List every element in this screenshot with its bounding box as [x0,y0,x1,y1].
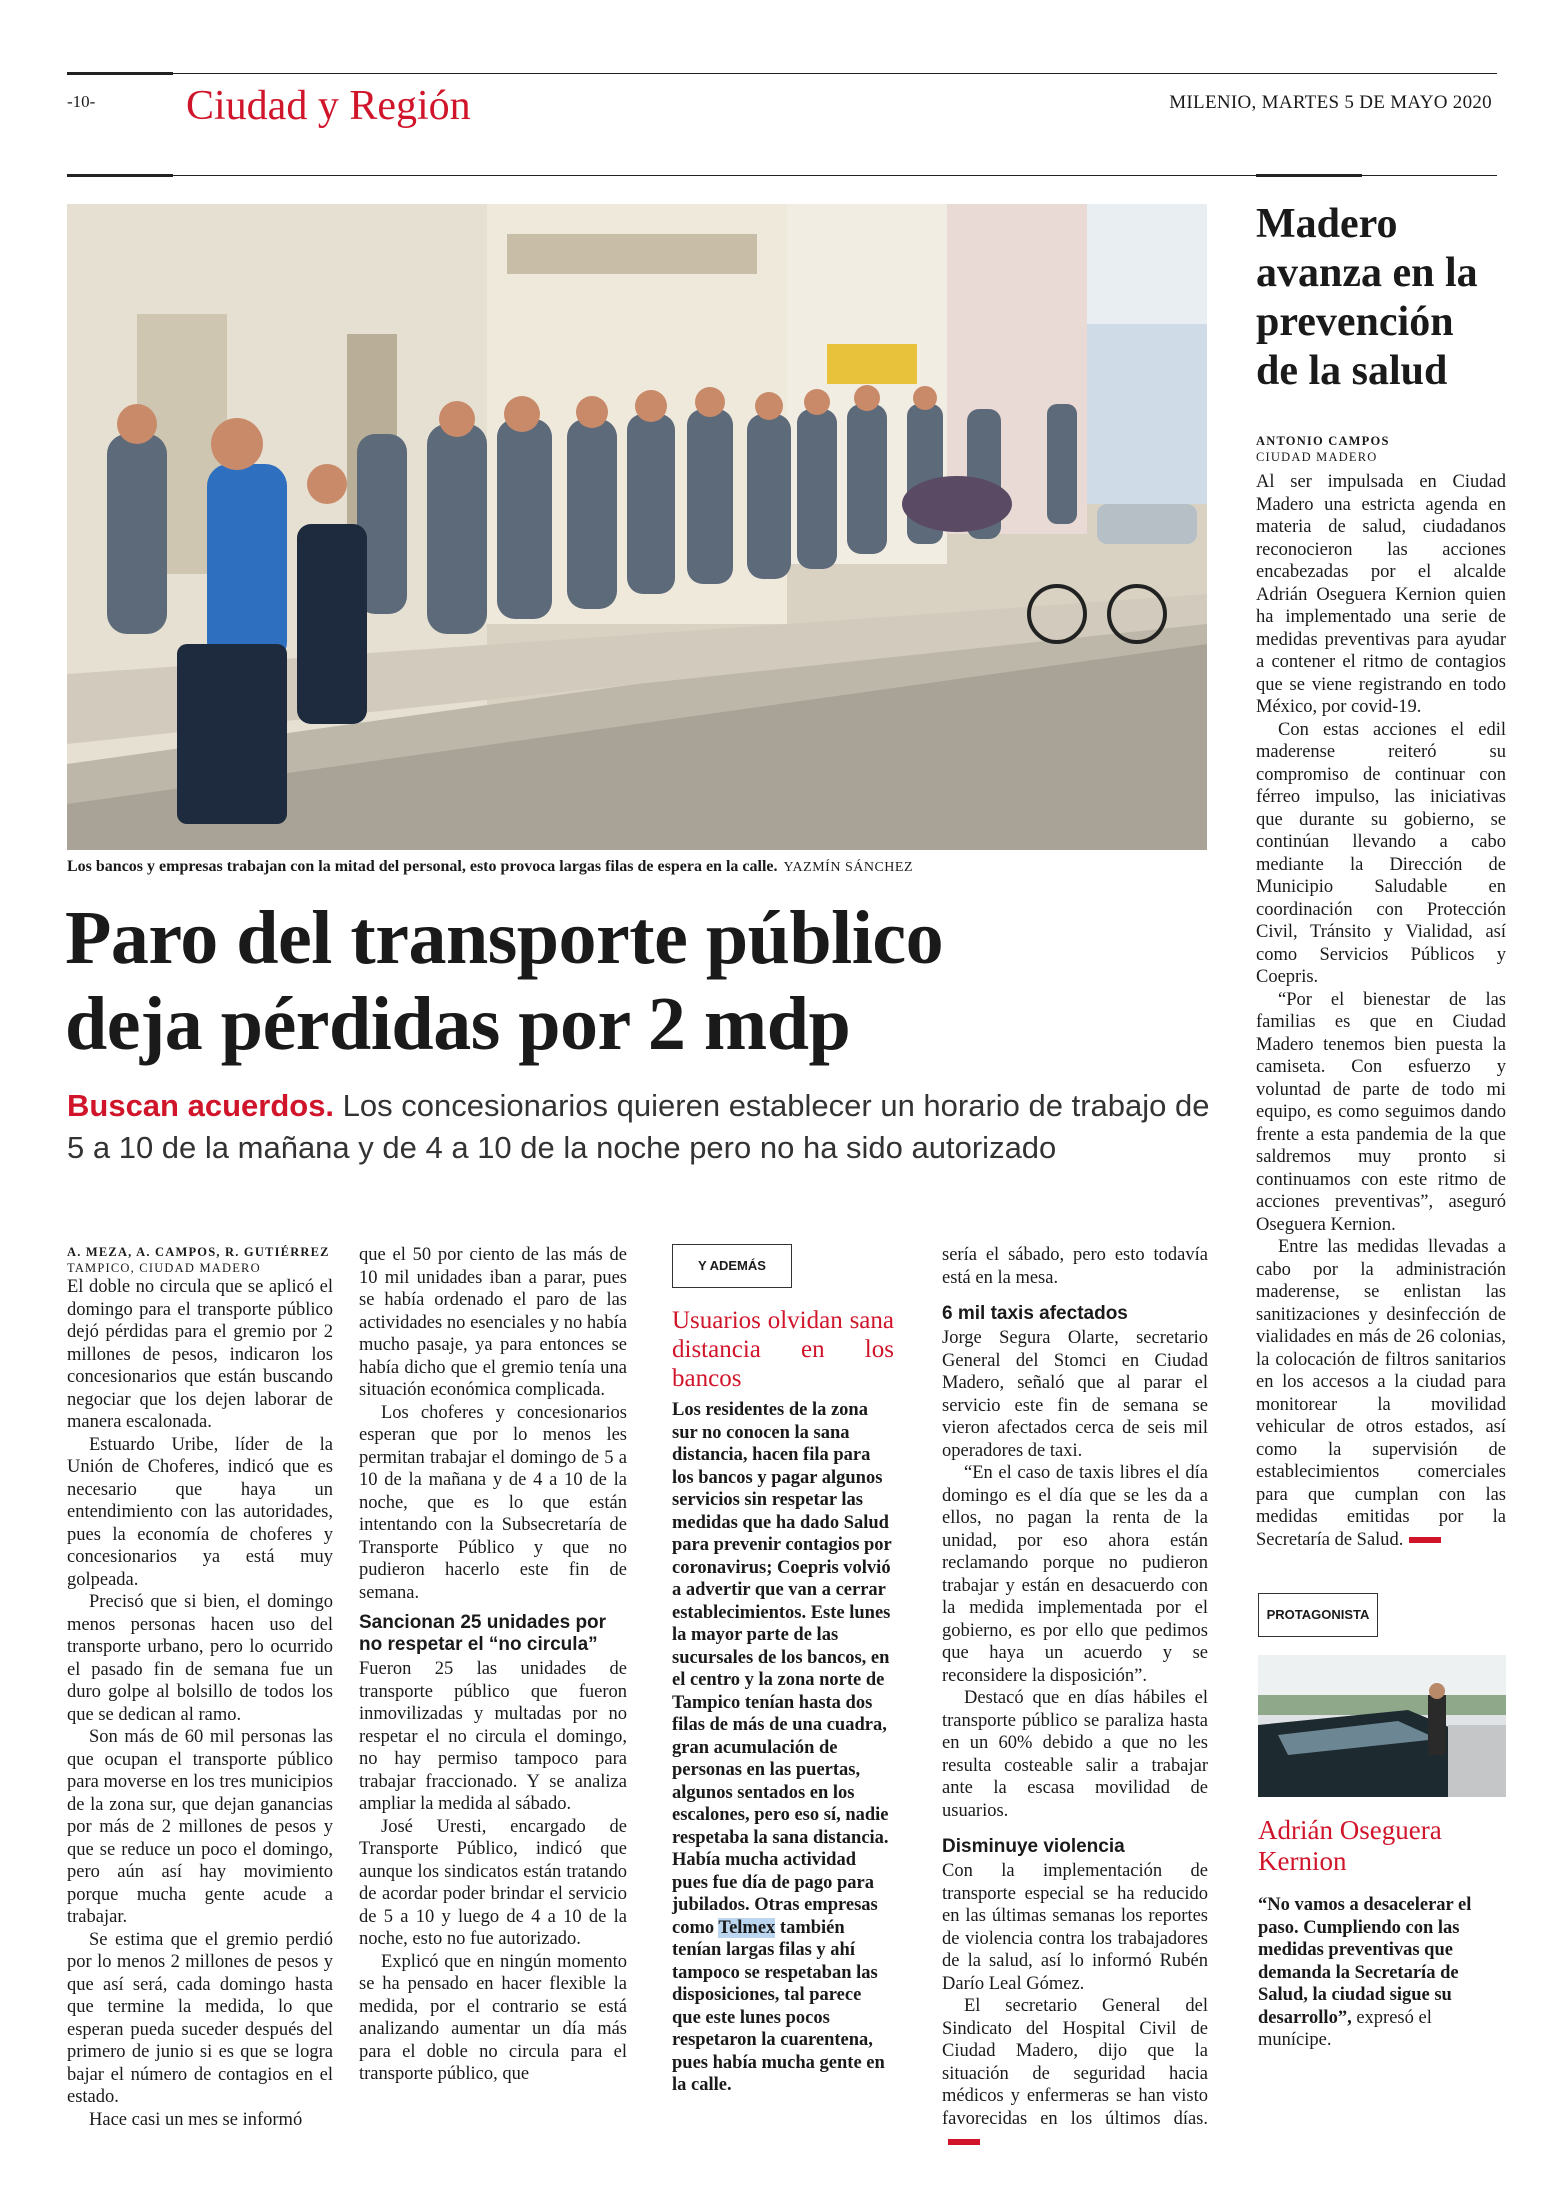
paragraph: Explicó que en ningún momento se ha pensado en hacer flexible la medida, por el contrario se está analizando aumentar un día más para el doble no circula para el transporte público, que [359,1951,627,2084]
paragraph: Son más de 60 mil personas las que ocupan el transporte público para moverse en los tres municipios de la zona sur, que dejan ganancias por más de 2 millones de pesos y que se reduce un poco el domingo, pero aún así hay movimiento porque mucha gente acude a trabajar. [67,1727,333,1927]
byline-names: A. MEZA, A. CAMPOS, R. GUTIÉRREZ [67,1245,330,1259]
sidebox-text-a: Los residentes de la zona sur no conocen la sana distancia, hacen fila para los bancos y pagar algunos servicios sin respetar las medidas que ha dado Salud para prevenir contagios por coronavirus; Coepris volvió a advertir que van a cerrar establecimientos. Este lunes la mayor parte de las sucursales de los bancos, en el centro y la zona norte de Tampico tenían hasta dos filas de más de una cuadra, gran acumulación de personas en las puertas, algunos sentados en los escalones, pero eso sí, nadie respetaba la sana distancia. Había mucha actividad pues fue día de pago para jubilados. Otras empresas como [672,1400,892,1938]
photo-car-mayor [1258,1655,1506,1797]
end-mark [1409,1537,1441,1543]
protagonist-photo [1258,1655,1506,1797]
paragraph-text: Entre las medidas llevadas a cabo por la administración maderense, se enlistan las sanitizaciones y desinfección de vialidades en más de 26 colonias, la colocación de filtros sanitarios en los accesos a la ciudad para monitorear la movilidad vehicular de otros estados, así como la supervisión de establecimientos comerciales para que cumplan con las medidas emitidas por la Secretaría de Salud. [1256,1237,1506,1550]
paragraph [942,1995,1208,2153]
sidebar-byline-place: CIUDAD MADERO [1256,450,1378,464]
sidebar-article [1256,433,1506,1551]
subhead-sancionan: Sancionan 25 unidades por no respetar el “no circula” [359,1612,607,1655]
deck-lead: Buscan acuerdos. [67,1088,335,1123]
deck [67,1085,1217,1169]
subhead-taxis: 6 mil taxis afectados [942,1303,1128,1324]
photo-caption-text: Los bancos y empresas trabajan con la mitad del personal, esto provoca largas filas de espera en la calle. [67,858,778,875]
main-photo [67,204,1207,850]
paragraph: Los choferes y concesionarios esperan que por lo menos les permitan trabajar el domingo de 5 a 10 de la mañana y de 4 a 10 de la noche, que es lo que están intentando con la Subsecretaría de Transporte Público y que no pudieron hacerlo este fin de semana. [359,1402,627,1603]
paragraph: Con la implementación de transporte especial se ha reducido en las últimas semanas los reportes de violencia contra los trabajadores de la salud, así lo informó Rubén Darío Leal Gómez. [942,1861,1208,1994]
photo-caption [67,858,1207,876]
paragraph-text: El secretario General del Sindicato del Hospital Civil de Ciudad Madero, dijo que la situación de seguridad hacia médicos y enfermeras se han visto favorecidas en los últimos días. [942,1996,1208,2129]
deck-text: Los concesionarios quieren establecer un horario de trabajo de 5 a 10 de la mañana y de 4 a 10 de la noche pero no ha sido autorizado [67,1088,1210,1165]
article-column-1 [67,1244,333,2131]
paragraph: El doble no circula que se aplicó el domingo para el transporte público dejó pérdidas para el gremio por 2 millones de pesos, indicaron los concesionarios que están buscando negociar que los dejen laborar de manera escalonada. [67,1277,333,1432]
photo-street-queue [67,204,1207,850]
section-title: Ciudad y Región [186,83,471,129]
dateline: MILENIO, MARTES 5 DE MAYO 2020 [1169,92,1492,113]
paragraph: Jorge Segura Olarte, secretario General del Stomci en Ciudad Madero, señaló que al parar el servicio este fin de semana se vieron afectados cerca de seis mil operadores de taxi. [942,1328,1208,1461]
sidebar-headline: Madero avanza en la prevención de la salud [1256,201,1478,394]
paragraph: Destacó que en días hábiles el transporte público se paraliza hasta en un 60% debido a que no les resulta costeable salir a trabajar ante la escasa movilidad de usuarios. [942,1688,1208,1821]
byline [67,1244,333,1276]
sidebar-byline [1256,433,1506,465]
protagonist-name: Adrián Oseguera Kernion [1258,1815,1442,1876]
protagonist-quote [1258,1894,1506,2052]
paragraph: José Uresti, encargado de Transporte Público, indicó que aunque los sindicatos están tratando de acordar poder brindar el servicio de 5 a 10 y luego de 4 a 10 de la noche, esto no fue autorizado. [359,1816,627,1949]
header-bottom-accent [67,174,173,177]
sidebox-text [672,1399,894,2097]
sidebox-text-b: también tenían largas filas y ahí tampoco se respetaban las disposiciones, tal parece que este lunes pocos respetaron la cuarentena, pues había mucha gente en la calle. [672,1917,885,2095]
sidebar-top-accent [1256,174,1362,177]
paragraph: Fueron 25 las unidades de transporte público que fueron inmovilizadas y multadas por no respetar el no circula el domingo, no hay permiso tampoco para trabajar fraccionado. Y se analiza ampliar la medida al sábado. [359,1659,627,1814]
paragraph: Hace casi un mes se informó [89,2109,303,2130]
header-top-accent [67,72,173,75]
header-top-rule [67,73,1497,74]
photo-credit: YAZMÍN SÁNCHEZ [783,860,913,875]
paragraph: sería el sábado, pero esto todavía está en la mesa. [942,1245,1208,1288]
article-column-4 [942,1244,1208,2153]
article-column-3 [672,1306,894,2097]
paragraph: “En el caso de taxis libres el día domingo es el día que se les da a ellos, no pagan la renta de la unidad, por eso ahora están reclamando porque no pudieron trabajar y están en desacuerdo con la medida implementada por el gobierno, es por ello que pedimos que haya un acuerdo y se reconsidere la disposición”. [942,1463,1208,1686]
paragraph: que el 50 por ciento de las más de 10 mil unidades iban a parar, pues se había ordenado el paro de las actividades no esenciales y no había mucho pasaje, ya para entonces se había dicho que el gremio tenía una situación económica complicada. [359,1245,627,1400]
paragraph: Con estas acciones el edil maderense reiteró su compromiso de continuar con férreo impulso, las iniciativas que durante su gobierno, se continúan llevando a cabo mediante la Dirección de Municipio Saludable en coordinación con Protección Civil, Tránsito y Vialidad, así como Servicios Públicos y Coepris. [1256,719,1506,987]
paragraph: Precisó que si bien, el domingo menos personas hacen uso del transporte urbano, pero lo ocurrido el pasado fin de semana fue un duro golpe al bolsillo de todos los que se dedican al ramo. [67,1592,333,1725]
main-headline-line-2: deja pérdidas por 2 mdp [65,982,851,1066]
quote-text: “No vamos a desacelerar el paso. Cumpliendo con las medidas preventivas que demanda la Secretaría de Salud, la ciudad sigue su desarrollo”, [1258,1895,1472,2028]
article-column-2 [359,1244,627,2086]
quote-attribution: expresó el munícipe. [1258,2007,1432,2050]
sidebar-byline-name: ANTONIO CAMPOS [1256,434,1390,448]
tag-protagonista: PROTAGONISTA [1258,1593,1378,1637]
sidebox-title: Usuarios olvidan sana distancia en los bancos [672,1307,894,1392]
paragraph: Estuardo Uribe, líder de la Unión de Choferes, indicó que es necesario que haya un entendimiento con las autoridades, pues la economía de choferes y concesionarios ya está muy golpeada. [67,1434,333,1590]
main-headline [65,895,1215,1067]
paragraph: Al ser impulsada en Ciudad Madero una estricta agenda en materia de salud, ciudadanos reconocieron las acciones encabezadas por el alcalde Adrián Oseguera Kernion quien ha implementado una serie de medidas preventivas para ayudar a contener el ritmo de contagios que se viene registrando en todo México, por covid-19. [1256,472,1506,717]
page-number: -10- [67,92,96,111]
sidebox-highlight: Telmex [718,1917,776,1938]
paragraph: Se estima que el gremio perdió por lo menos 2 millones de pesos y que así será, cada domingo hasta que termine la medida, lo que esperan pueda suceder después del primero de junio si es que se logra bajar el número de contagios en el estado. [67,1929,333,2107]
byline-place: TAMPICO, CIUDAD MADERO [67,1261,261,1275]
tag-y-ademas: Y ADEMÁS [672,1244,792,1288]
subhead-violencia: Disminuye violencia [942,1836,1125,1857]
paragraph: “Por el bienestar de las familias es que en Ciudad Madero tenemos bien puesta la camiseta. Con esfuerzo y voluntad de parte de todo mi equipo, es como seguimos dando frente a esta pandemia de la que saldremos muy pronto si continuamos con este ritmo de acciones preventivas”, aseguró Oseguera Kernion. [1256,989,1506,1235]
main-headline-line-1: Paro del transporte público [65,896,944,980]
paragraph [1256,1236,1506,1551]
end-mark [948,2139,980,2145]
